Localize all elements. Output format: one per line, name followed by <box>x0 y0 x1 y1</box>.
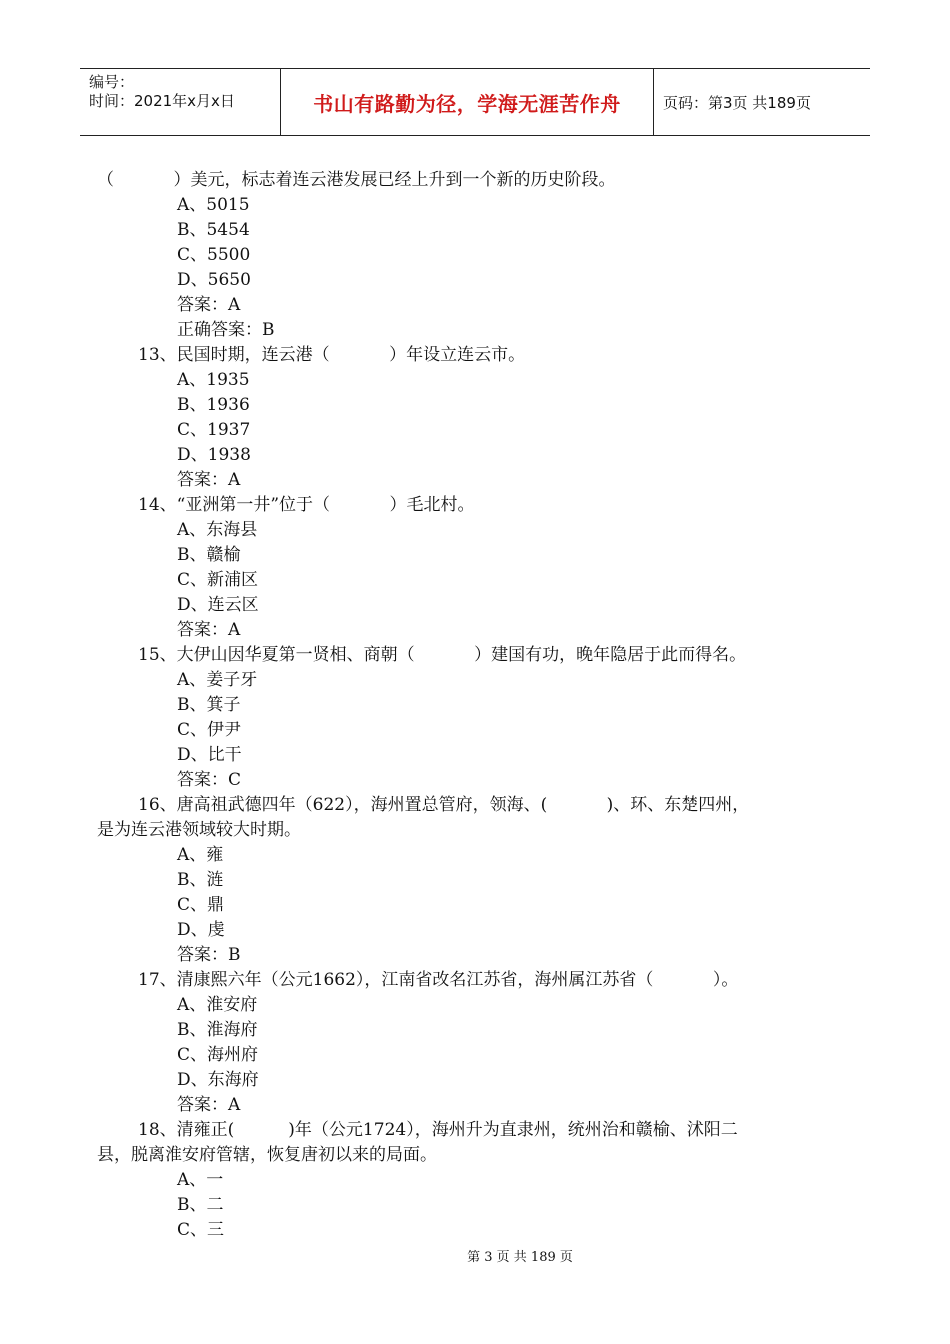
option-c: C、鼎 <box>177 895 225 915</box>
option-a: A、淮安府 <box>177 995 258 1015</box>
option-a: A、一 <box>177 1170 224 1190</box>
option-c: C、新浦区 <box>177 570 259 590</box>
option-c: C、5500 <box>177 245 251 265</box>
page-info-cell <box>654 69 870 135</box>
option-b: B、二 <box>177 1195 224 1215</box>
question-text: （ ）美元，标志着连云港发展已经上升到一个新的历史阶段。 <box>97 170 616 190</box>
answer: 答案：A <box>177 470 241 490</box>
time-label: 时间：2021年x月x日 <box>89 92 235 110</box>
header-info-cell <box>80 69 281 135</box>
option-d: D、1938 <box>177 445 251 465</box>
option-c: C、伊尹 <box>177 720 242 740</box>
page-header <box>80 68 870 136</box>
option-c: C、海州府 <box>177 1045 259 1065</box>
option-b: B、淮海府 <box>177 1020 258 1040</box>
question-18: 18、清雍正( )年（公元1724），海州升为直隶州，统州治和赣榆、沭阳二 <box>138 1120 738 1140</box>
motto-text: 书山有路勤为径，学海无涯苦作舟 <box>313 91 621 116</box>
answer: 答案：A <box>177 620 241 640</box>
option-b: B、赣榆 <box>177 545 241 565</box>
option-d: D、东海府 <box>177 1070 259 1090</box>
question-13: 13、民国时期，连云港（ ）年设立连云市。 <box>138 345 526 365</box>
question-15: 15、大伊山因华夏第一贤相、商朝（ ）建国有功，晚年隐居于此而得名。 <box>138 645 747 665</box>
correct-answer: 正确答案：B <box>177 320 275 340</box>
page-footer: 第 3 页 共 189 页 <box>467 1250 573 1265</box>
option-a: A、1935 <box>177 370 250 390</box>
page-info-text: 页码：第3页 共189页 <box>663 93 811 112</box>
motto-cell <box>281 69 654 135</box>
number-label: 编号： <box>89 73 135 91</box>
option-c: C、三 <box>177 1220 225 1240</box>
option-d: D、虔 <box>177 920 225 940</box>
option-b: B、涟 <box>177 870 224 890</box>
question-16-continued: 是为连云港领域较大时期。 <box>97 820 301 840</box>
answer: 答案：B <box>177 945 241 965</box>
question-18-continued: 县，脱离淮安府管辖，恢复唐初以来的局面。 <box>97 1145 437 1165</box>
option-c: C、1937 <box>177 420 251 440</box>
option-a: A、东海县 <box>177 520 258 540</box>
option-b: B、1936 <box>177 395 250 415</box>
option-a: A、5015 <box>177 195 250 215</box>
answer: 答案：C <box>177 770 242 790</box>
option-b: B、箕子 <box>177 695 241 715</box>
answer: 答案：A <box>177 295 241 315</box>
option-a: A、姜子牙 <box>177 670 258 690</box>
option-a: A、雍 <box>177 845 224 865</box>
question-17: 17、清康熙六年（公元1662），江南省改名江苏省，海州属江苏省（ ）。 <box>138 970 739 990</box>
option-d: D、连云区 <box>177 595 259 615</box>
answer: 答案：A <box>177 1095 241 1115</box>
question-16: 16、唐高祖武德四年（622），海州置总管府，领海、( )、环、东楚四州， <box>138 795 750 815</box>
option-d: D、比干 <box>177 745 242 765</box>
option-b: B、5454 <box>177 220 250 240</box>
question-14: 14、“亚洲第一井”位于（ ）毛北村。 <box>138 495 475 515</box>
option-d: D、5650 <box>177 270 251 290</box>
